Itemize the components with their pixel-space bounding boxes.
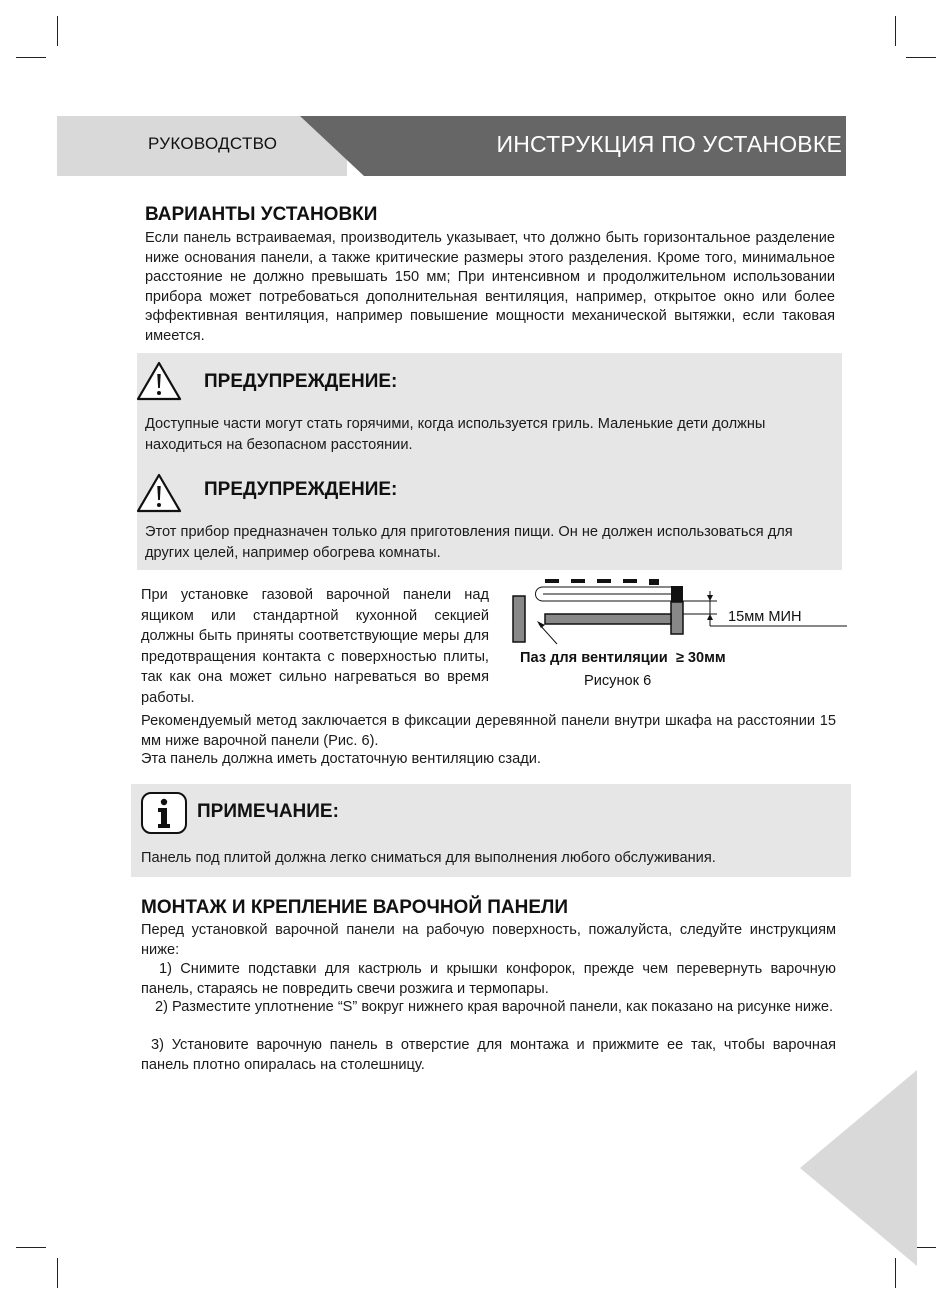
note-title: ПРИМЕЧАНИЕ:	[197, 801, 339, 822]
section-title-install-options: ВАРИАНТЫ УСТАНОВКИ	[145, 204, 378, 225]
figure-number-caption: Рисунок 6	[584, 673, 652, 689]
rear-ventilation-paragraph: Эта панель должна иметь достаточную вентиляцию сзади.	[141, 751, 541, 767]
crop-mark	[895, 16, 896, 46]
warning-text: Доступные части могут стать горячими, когда используется гриль. Маленькие дети должны находиться на безопасном расстоянии.	[145, 416, 766, 453]
recommended-method-paragraph: Рекомендуемый метод заключается в фиксации деревянной панели внутри шкафа на расстоянии 15 мм ниже варочной панели (Рис. 6).	[141, 713, 836, 749]
info-icon	[140, 791, 188, 835]
mounting-step-3: 3) Установите варочную панель в отверстие для монтажа и прижмите ее так, чтобы варочная панель плотно опиралась на столешницу.	[141, 1037, 836, 1073]
warning-title: ПРЕДУПРЕЖДЕНИЕ:	[204, 371, 398, 392]
warning-triangle-icon	[136, 472, 182, 514]
crop-mark	[895, 1258, 896, 1288]
install-options-paragraph: Если панель встраиваемая, производитель указывает, что должно быть горизонтальное разделение ниже основания панели, а также критические размеры этого разделения. Кроме того, минимальное расстояние не должно превышать 150 мм; При интенсивном и продолжительном использовании прибора может потребоваться дополнительная вентиляция, например, открытое окно или более эффективная вентиляция, например повышение мощности механической вытяжки, если таковая имеется.	[145, 230, 835, 344]
page-corner-tab	[800, 1070, 917, 1266]
crop-mark	[57, 16, 58, 46]
crop-mark	[16, 57, 46, 58]
min-clearance-label: 15мм МИН	[728, 609, 802, 625]
vent-slot-caption: Паз для вентиляции ≥ 30мм	[520, 650, 726, 666]
warning-triangle-icon	[136, 360, 182, 402]
install-above-drawer-paragraph: При установке газовой варочной панели над ящиком или стандартной кухонной секцией должны быть приняты соответствующие меры для предотвращения контакта с поверхностью плиты, так как она может сильно нагреваться во время работы.	[141, 587, 489, 706]
mounting-step-2: 2) Разместите уплотнение “S” вокруг нижнего края варочной панели, как показано на рисунке ниже.	[155, 999, 834, 1015]
crop-mark	[906, 57, 936, 58]
warning-text: Этот прибор предназначен только для приготовления пищи. Он не должен использоваться для других целей, например обогрева комнаты.	[145, 524, 793, 561]
note-text: Панель под плитой должна легко сниматься для выполнения любого обслуживания.	[141, 850, 716, 866]
header-manual-label: РУКОВОДСТВО	[148, 134, 278, 153]
warning-title: ПРЕДУПРЕЖДЕНИЕ:	[204, 479, 398, 500]
mounting-step-1: 1) Снимите подставки для кастрюль и крышки конфорок, прежде чем перевернуть варочную панель, стараясь не повредить свечи розжига и термопары.	[141, 961, 836, 997]
crop-mark	[16, 1247, 46, 1248]
crop-mark	[57, 1258, 58, 1288]
section-title-mounting: МОНТАЖ И КРЕПЛЕНИЕ ВАРОЧНОЙ ПАНЕЛИ	[141, 897, 569, 918]
mounting-intro-paragraph: Перед установкой варочной панели на рабочую поверхность, пожалуйста, следуйте инструкциям ниже:	[141, 922, 836, 958]
header-section-title: ИНСТРУКЦИЯ ПО УСТАНОВКЕ	[496, 131, 842, 157]
